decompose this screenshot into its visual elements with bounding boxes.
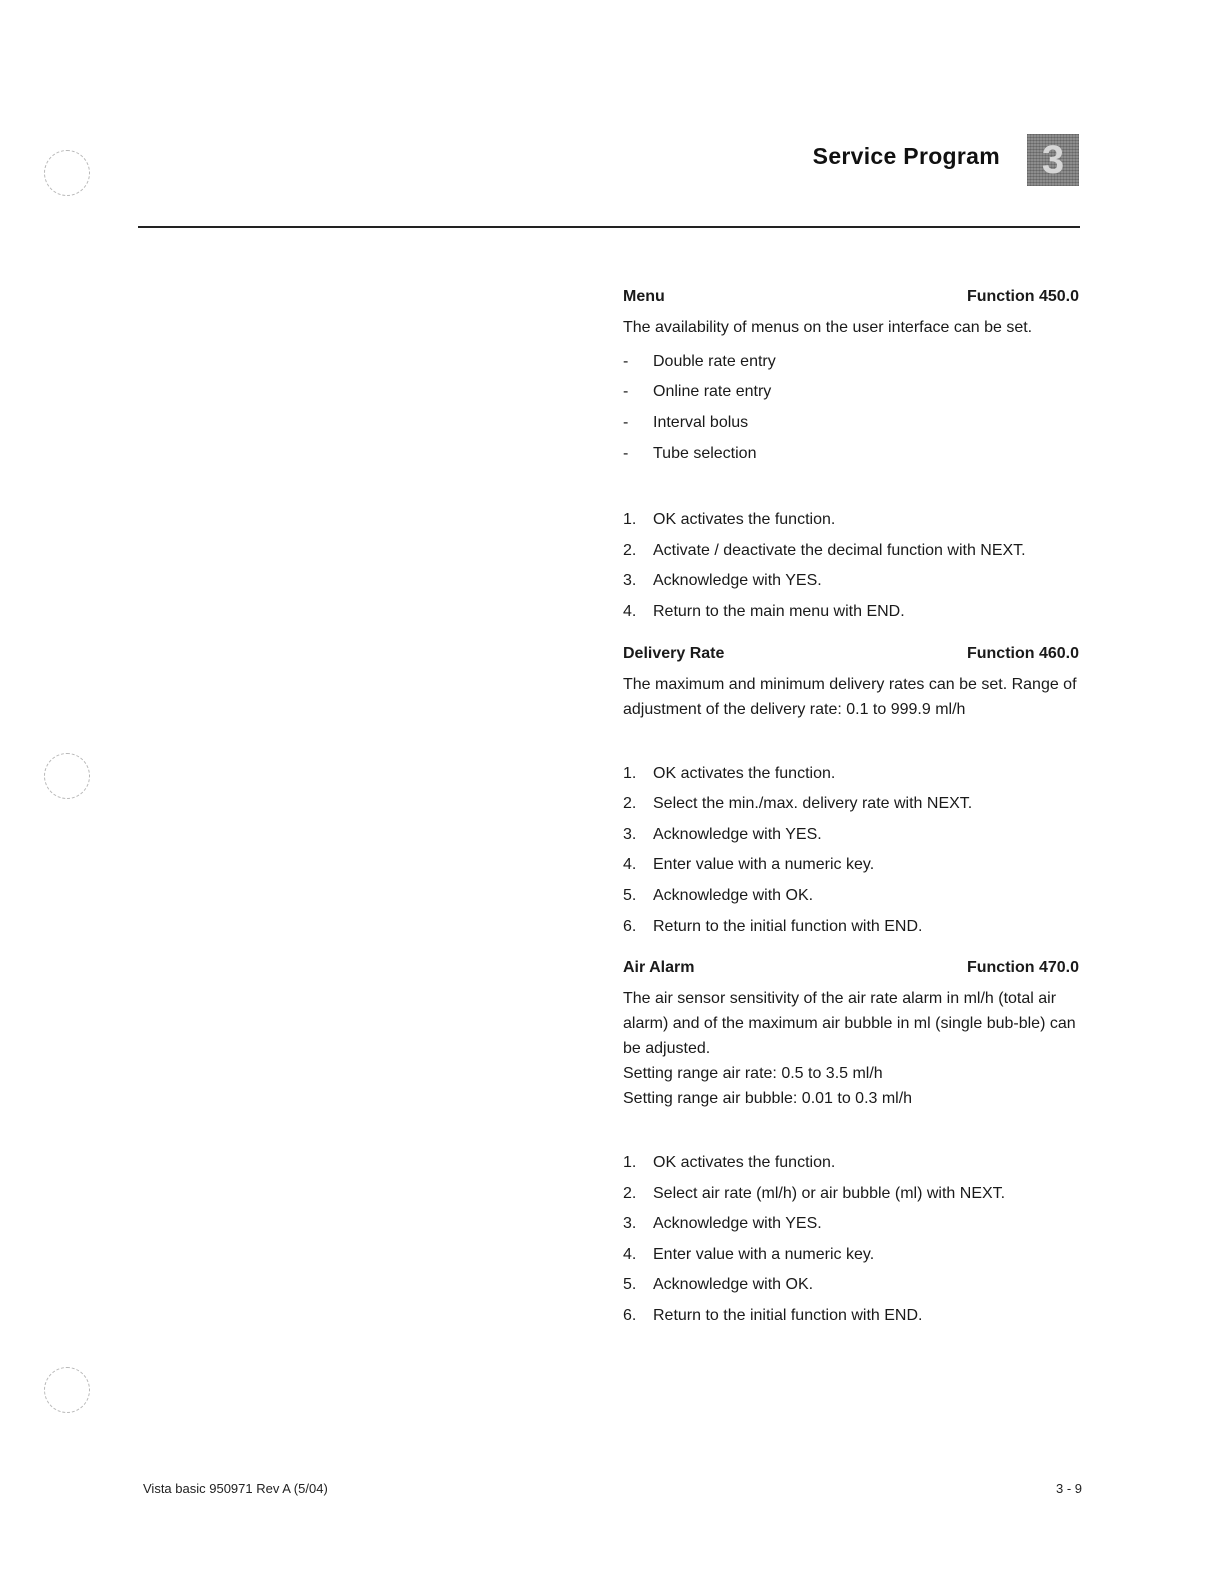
step-item <box>623 788 1079 819</box>
step-item <box>623 911 1079 942</box>
step-text: Acknowledge with YES. <box>653 572 822 590</box>
list-item-text: Tube selection <box>653 444 757 462</box>
punch-hole-top <box>44 150 90 196</box>
dash-marker: - <box>623 413 629 431</box>
step-text: Return to the initial function with END. <box>653 917 923 935</box>
section-air-alarm <box>623 955 1079 1331</box>
step-text: Acknowledge with YES. <box>653 1215 822 1233</box>
step-item <box>623 880 1079 911</box>
step-item <box>623 1178 1079 1209</box>
function-number: Function 450.0 <box>966 288 1079 305</box>
step-number: 3. <box>623 572 637 590</box>
description-line: Setting range air rate: 0.5 to 3.5 ml/h <box>623 1065 883 1083</box>
dash-marker: - <box>623 352 629 370</box>
description-line: The availability of menus on the user interface can be set. <box>623 319 1033 336</box>
step-number: 4. <box>623 602 637 620</box>
step-number: 4. <box>623 1245 637 1263</box>
step-item <box>623 596 1079 627</box>
step-text: Enter value with a numeric key. <box>653 1245 875 1263</box>
step-item <box>623 819 1079 850</box>
description-line: Setting range air bubble: 0.01 to 0.3 ml/h <box>623 1090 913 1108</box>
step-number: 1. <box>623 511 637 529</box>
section-delivery-rate <box>623 641 1079 942</box>
punch-hole-middle <box>44 753 90 799</box>
step-number: 2. <box>623 541 637 559</box>
list-item <box>623 377 1079 408</box>
step-text: Return to the initial function with END. <box>653 1307 923 1325</box>
section-header <box>623 284 1079 309</box>
step-item <box>623 504 1079 535</box>
section-title: Air Alarm <box>623 959 695 977</box>
step-text: Enter value with a numeric key. <box>653 856 875 874</box>
step-item <box>623 535 1079 566</box>
step-number: 5. <box>623 1276 637 1294</box>
section-description <box>623 986 1079 1111</box>
header-rule <box>138 226 1080 228</box>
footer-page-number: 3 - 9 <box>1055 1481 1082 1496</box>
list-item-text: Interval bolus <box>653 413 749 431</box>
section-title: Delivery Rate <box>623 644 725 662</box>
section-description <box>623 315 1079 340</box>
option-list <box>623 346 1079 468</box>
content-column <box>623 284 1079 1331</box>
step-text: Select air rate (ml/h) or air bubble (ml) with NEXT. <box>653 1184 1006 1202</box>
step-list <box>623 504 1079 626</box>
step-text: OK activates the function. <box>653 511 836 529</box>
punch-hole-bottom <box>44 1367 90 1413</box>
description-line: The maximum and minimum delivery rates can be set. Range of adjustment of the delivery rate: 0.1 to 999.9 ml/h <box>623 675 1077 718</box>
step-text: Select the min./max. delivery rate with NEXT. <box>653 795 973 813</box>
section-title: Menu <box>623 288 665 305</box>
step-number: 3. <box>623 825 637 843</box>
step-item <box>623 758 1079 789</box>
step-text: Acknowledge with OK. <box>653 1276 814 1294</box>
list-item-text: Online rate entry <box>653 383 772 401</box>
step-number: 1. <box>623 764 637 782</box>
step-list <box>623 1147 1079 1331</box>
step-item <box>623 1209 1079 1240</box>
chapter-number: 3 <box>1041 138 1065 182</box>
description-line: The air sensor sensitivity of the air rate alarm in ml/h (total air alarm) and of the maximum air bubble in ml (single bub-ble) can be adjusted. <box>623 990 1076 1058</box>
step-number: 2. <box>623 1184 637 1202</box>
page-title: Service Program <box>812 143 1000 169</box>
step-text: Activate / deactivate the decimal function with NEXT. <box>653 541 1026 559</box>
step-list <box>623 758 1079 942</box>
step-item <box>623 1239 1079 1270</box>
step-number: 6. <box>623 1307 637 1325</box>
section-header <box>623 955 1079 980</box>
step-text: OK activates the function. <box>653 1154 836 1172</box>
step-number: 6. <box>623 917 637 935</box>
step-text: OK activates the function. <box>653 764 836 782</box>
step-item <box>623 1300 1079 1331</box>
section-header <box>623 641 1079 666</box>
step-number: 3. <box>623 1215 637 1233</box>
dash-marker: - <box>623 383 629 401</box>
step-text: Acknowledge with YES. <box>653 825 822 843</box>
list-item <box>623 346 1079 377</box>
step-text: Return to the main menu with END. <box>653 602 905 620</box>
list-item <box>623 438 1079 469</box>
dash-marker: - <box>623 444 629 462</box>
step-number: 2. <box>623 795 637 813</box>
function-number: Function 470.0 <box>966 959 1079 977</box>
step-item <box>623 1270 1079 1301</box>
step-number: 1. <box>623 1154 637 1172</box>
step-item <box>623 850 1079 881</box>
section-description <box>623 672 1079 722</box>
step-item <box>623 1147 1079 1178</box>
chapter-tab <box>1027 134 1079 186</box>
function-number: Function 460.0 <box>966 644 1079 662</box>
step-text: Acknowledge with OK. <box>653 886 814 904</box>
step-item <box>623 566 1079 597</box>
list-item <box>623 407 1079 438</box>
step-number: 5. <box>623 886 637 904</box>
list-item-text: Double rate entry <box>653 352 776 370</box>
footer-document-id: Vista basic 950971 Rev A (5/04) <box>143 1481 328 1496</box>
step-number: 4. <box>623 856 637 874</box>
section-menu <box>623 284 1079 627</box>
